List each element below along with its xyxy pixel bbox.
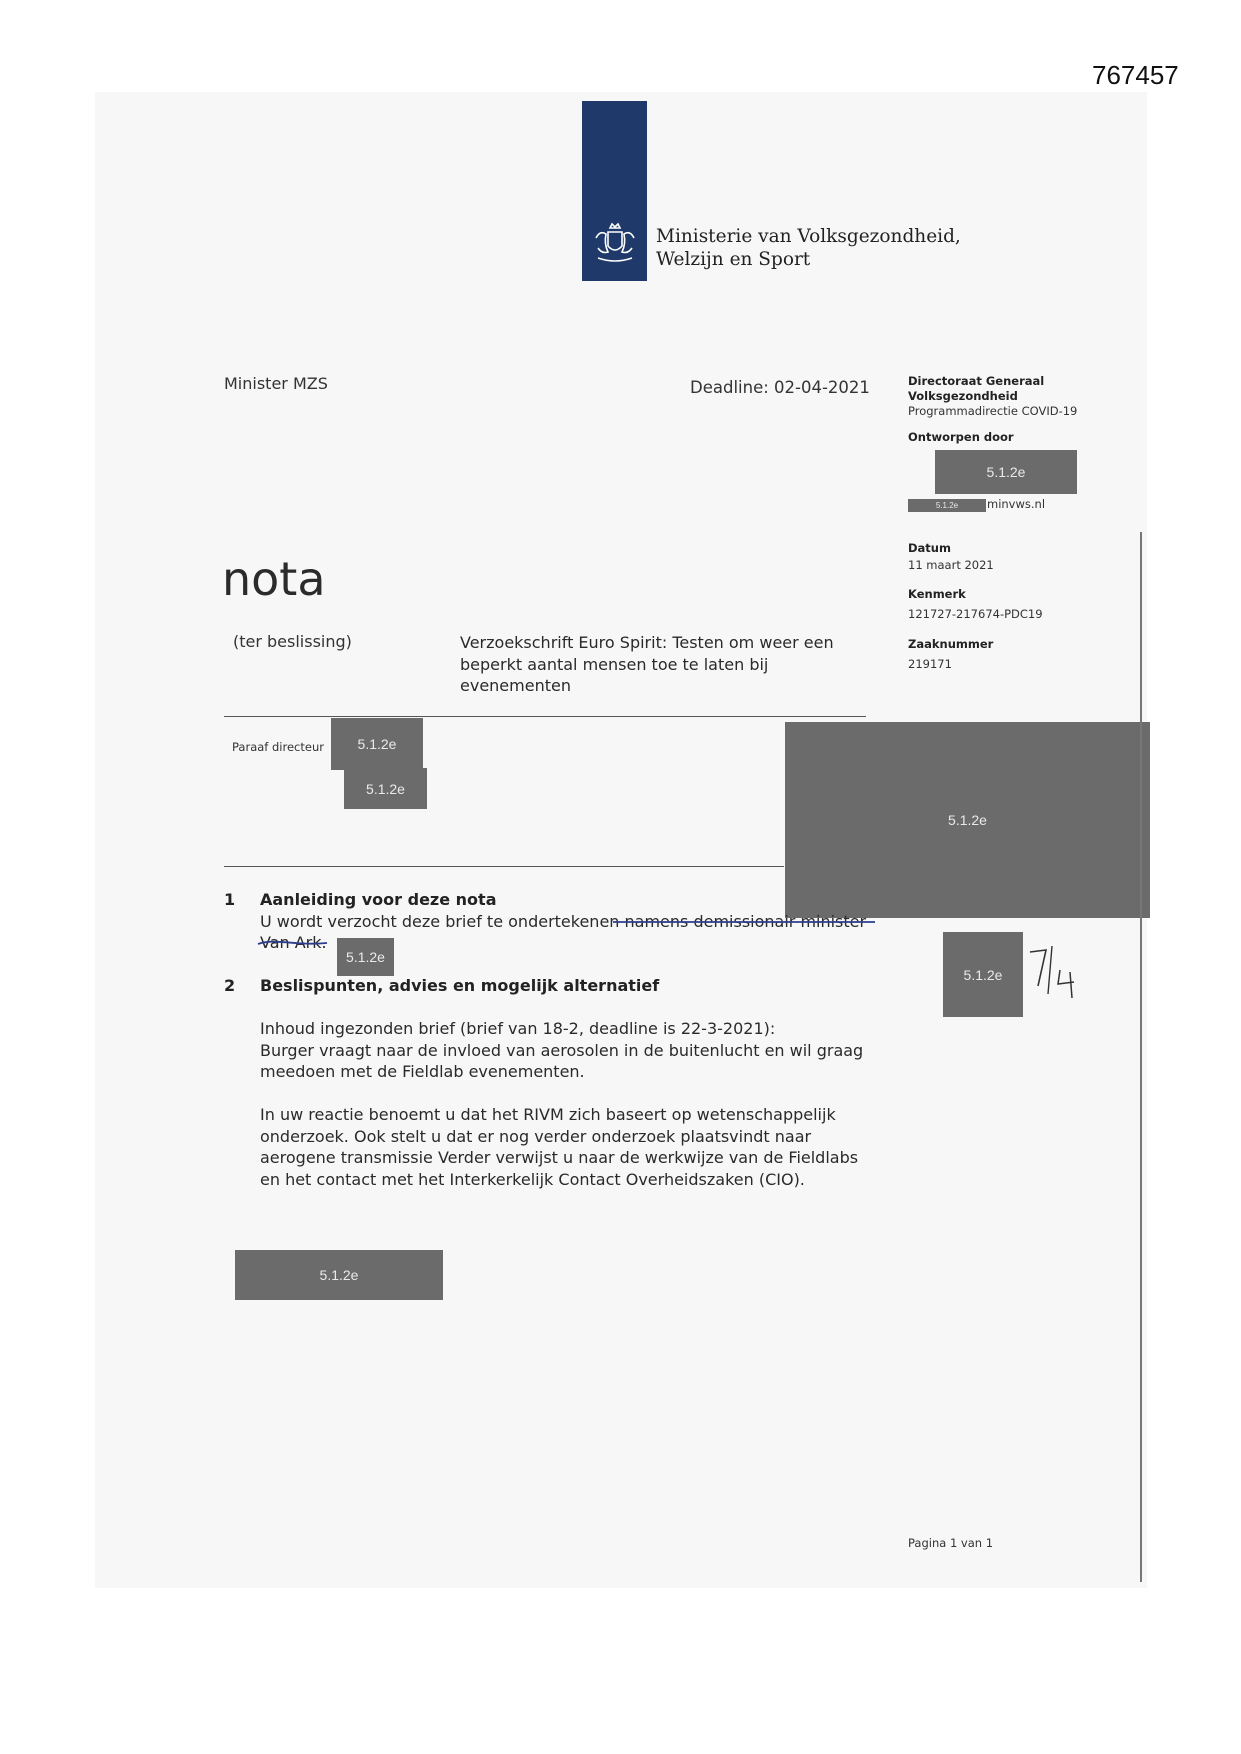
document-number: 767457 [1092, 60, 1179, 90]
redaction-block-large: 5.1.2e [785, 722, 1150, 918]
kenmerk-label: Kenmerk [908, 587, 966, 601]
section-2-title: Beslispunten, advies en mogelijk alternatief [260, 976, 660, 995]
section-1-line-2: Van Ark. [260, 933, 327, 952]
section-1-number: 1 [224, 890, 236, 909]
section-2-p2-line-3: aerogene transmissie Verder verwijst u naar de werkwijze van de Fieldlabs [260, 1148, 859, 1167]
divider-top [224, 716, 866, 717]
email-suffix: minvws.nl [987, 497, 1046, 511]
paraaf-label: Paraaf directeur [232, 740, 324, 754]
section-2-number: 2 [224, 976, 236, 995]
addressee: Minister MZS [224, 374, 328, 393]
page-title: nota [222, 552, 326, 606]
deadline: Deadline: 02-04-2021 [690, 378, 870, 397]
zaaknummer-label: Zaaknummer [908, 637, 994, 651]
section-2-p1-line-1: Inhoud ingezonden brief (brief van 18-2, deadline is 22-3-2021): [260, 1019, 776, 1038]
section-2-p1-line-2: Burger vraagt naar de invloed van aerosolen in de buitenlucht en wil graag [260, 1040, 864, 1060]
redaction-block: 5.1.2e [943, 932, 1023, 1017]
date-label: Datum [908, 541, 951, 555]
section-2-p1-line-3: meedoen met de Fieldlab evenementen. [260, 1062, 585, 1081]
zaaknummer-value: 219171 [908, 657, 952, 671]
section-2-paragraph-1 [260, 1018, 863, 1083]
handwritten-note [1026, 942, 1082, 1000]
section-2-p2-line-1: In uw reactie benoemt u dat het RIVM zich baseert op wetenschappelijk [260, 1105, 836, 1124]
org-line-1: Directoraat Generaal [908, 374, 1045, 388]
section-2-paragraph-2 [260, 1104, 858, 1190]
divider-bottom [224, 866, 784, 867]
redaction-block: 5.1.2e [344, 768, 427, 809]
redaction-block-email: 5.1.2e [908, 499, 986, 512]
org-line-2: Volksgezondheid [908, 389, 1018, 403]
section-1-title: Aanleiding voor deze nota [260, 890, 497, 909]
redaction-block: 5.1.2e [337, 938, 394, 976]
coat-of-arms-icon [590, 218, 640, 266]
ministry-name-line2: Welzijn en Sport [656, 249, 811, 270]
subject: Verzoekschrift Euro Spirit: Testen om weer een beperkt aantal mensen toe te laten bij evenementen [460, 633, 834, 695]
page-number: Pagina 1 van 1 [908, 1536, 994, 1550]
redaction-block: 5.1.2e [235, 1250, 443, 1300]
designed-by-label: Ontworpen door [908, 430, 1014, 444]
org-line-3: Programmadirectie COVID-19 [908, 404, 1078, 418]
ministry-name [656, 225, 961, 271]
section-2-p2-line-4: en het contact met het Interkerkelijk Contact Overheidszaken (CIO). [260, 1169, 805, 1189]
section-2-p2-line-2: onderzoek. Ook stelt u dat er nog verder onderzoek plaatsvindt naar [260, 1126, 812, 1146]
page-edge-line [1140, 532, 1142, 1582]
subtitle: (ter beslissing) [233, 632, 352, 651]
date-value: 11 maart 2021 [908, 558, 994, 572]
sidebar-org [908, 374, 1088, 419]
kenmerk-value: 121727-217674-PDC19 [908, 607, 1043, 621]
section-1-line-1: U wordt verzocht deze brief te ondertekenen namens demissionair minister [260, 912, 867, 931]
redaction-block: 5.1.2e [331, 718, 423, 770]
redaction-block: 5.1.2e [935, 450, 1077, 494]
ministry-name-line1: Ministerie van Volksgezondheid, [656, 226, 961, 247]
